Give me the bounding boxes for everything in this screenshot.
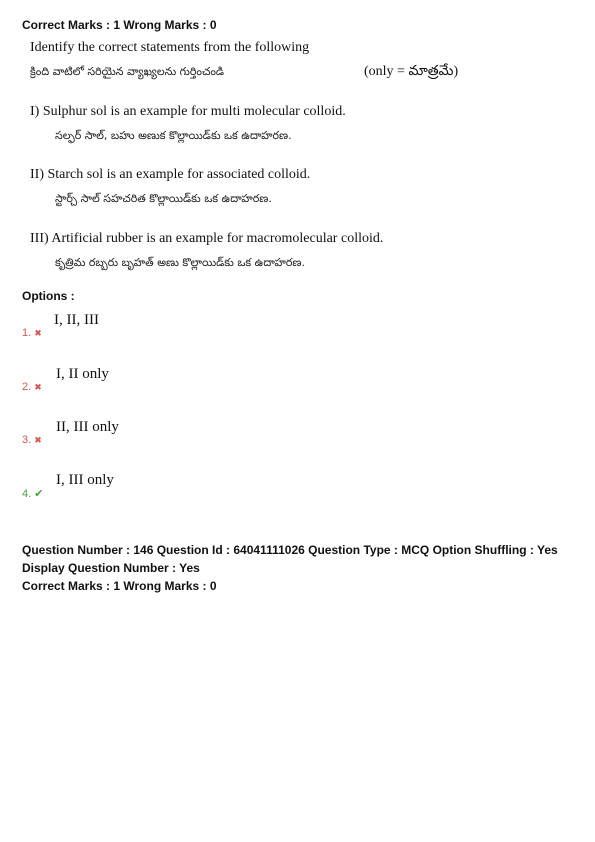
question-prompt-en: Identify the correct statements from the following bbox=[30, 40, 310, 55]
statement-3-en: III) Artificial rubber is an example for macromolecular colloid. bbox=[30, 231, 384, 246]
option-4-number: 4. bbox=[22, 488, 32, 500]
option-1-text[interactable]: I, II, III bbox=[54, 312, 99, 328]
option-4-marker bbox=[22, 484, 43, 502]
options-label: Options : bbox=[22, 289, 75, 303]
display-question-number: Display Question Number : Yes bbox=[22, 561, 200, 575]
option-2-marker bbox=[22, 377, 42, 395]
check-icon: ✔ bbox=[34, 487, 44, 500]
cross-icon: ✖ bbox=[34, 436, 42, 446]
statement-3-te: కృత్రిమ రబ్బరు బృహత్ అణు కొల్లాయిడ్‌కు ఒక ఉదాహరణ. bbox=[55, 256, 305, 269]
statement-2-en: II) Starch sol is an example for associated colloid. bbox=[30, 167, 311, 182]
option-2-number: 2. bbox=[22, 381, 32, 393]
option-3-marker bbox=[22, 430, 42, 448]
correct-marks-header: Correct Marks : 1 Wrong Marks : 0 bbox=[22, 18, 217, 32]
statement-1-te: సల్ఫర్ సాల్, బహు అణుక కొల్లాయిడ్‌కు ఒక ఉదాహరణ. bbox=[55, 129, 292, 142]
option-3-number: 3. bbox=[22, 434, 32, 446]
question-prompt-te: క్రింది వాటిలో సరియైన వ్యాఖ్యలను గుర్తించండి bbox=[30, 65, 225, 78]
statement-1-en: I) Sulphur sol is an example for multi molecular colloid. bbox=[30, 104, 346, 119]
only-note: (only = మాత్రమే) bbox=[364, 64, 459, 79]
statement-2-te: స్టార్చ్ సాల్ సహచరిత కొల్లాయిడ్‌కు ఒక ఉదాహరణ. bbox=[55, 192, 272, 205]
cross-icon: ✖ bbox=[34, 383, 42, 393]
cross-icon: ✖ bbox=[34, 329, 42, 339]
option-1-marker bbox=[22, 323, 42, 341]
option-1-number: 1. bbox=[22, 327, 32, 339]
next-question-info: Question Number : 146 Question Id : 64041111026 Question Type : MCQ Option Shuffling : Yes bbox=[22, 543, 558, 557]
option-4-text[interactable]: I, III only bbox=[56, 472, 114, 488]
option-3-text[interactable]: II, III only bbox=[56, 419, 119, 435]
next-correct-marks: Correct Marks : 1 Wrong Marks : 0 bbox=[22, 579, 217, 593]
option-2-text[interactable]: I, II only bbox=[56, 366, 109, 382]
